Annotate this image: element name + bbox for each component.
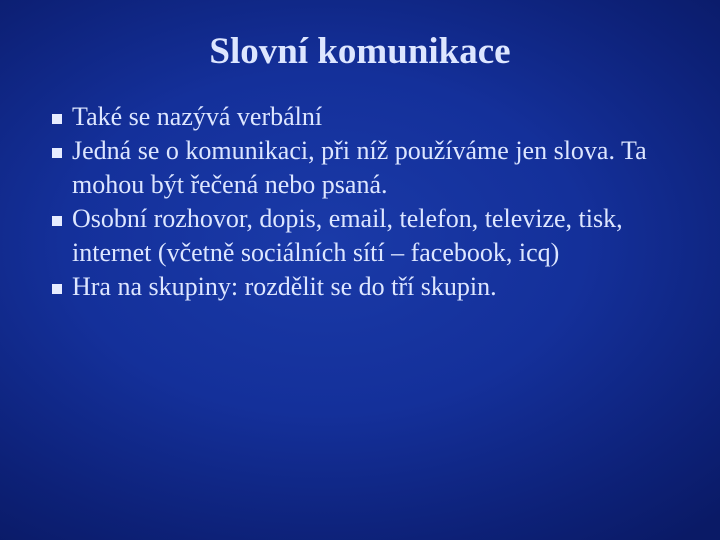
bullet-item: [52, 202, 692, 270]
square-bullet-icon: [52, 284, 62, 294]
bullet-text: Také se nazývá verbální: [72, 102, 323, 131]
bullet-item: [52, 100, 692, 134]
square-bullet-icon: [52, 216, 62, 226]
bullet-item: [52, 270, 692, 304]
bullet-text: Jedná se o komunikaci, při níž používáme jen slova. Ta mohou být řečená nebo psaná.: [72, 136, 647, 199]
square-bullet-icon: [52, 148, 62, 158]
bullet-item: [52, 134, 692, 202]
slide-title: Slovní komunikace: [209, 31, 511, 72]
bullet-text: Hra na skupiny: rozdělit se do tří skupin.: [72, 272, 497, 301]
bullet-text: Osobní rozhovor, dopis, email, telefon, televize, tisk, internet (včetně sociálních sítí – facebook, icq): [72, 204, 623, 267]
bullet-list: [52, 100, 692, 304]
square-bullet-icon: [52, 114, 62, 124]
